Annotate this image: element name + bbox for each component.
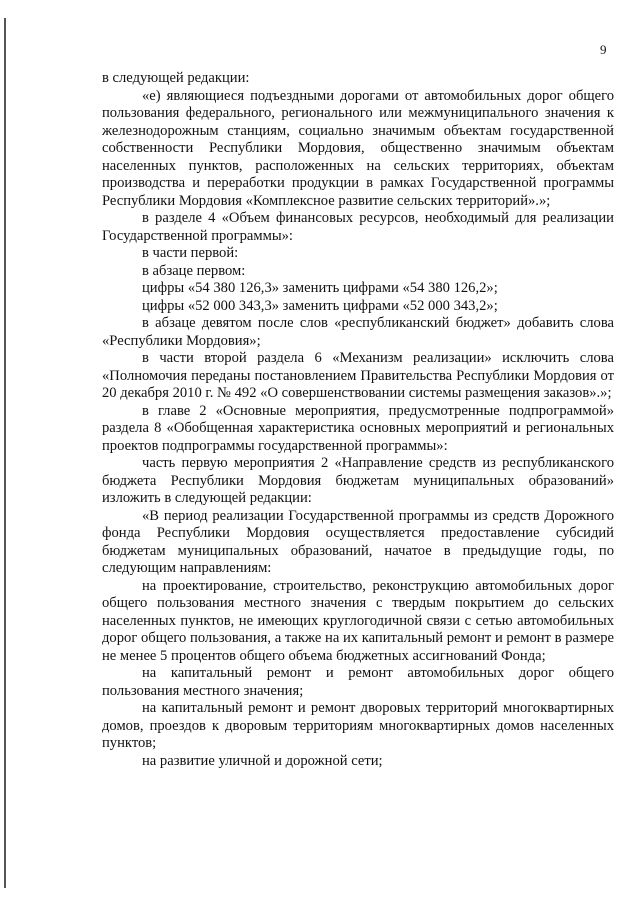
paragraph: в части первой: [142, 245, 239, 261]
document-body [102, 70, 614, 770]
paragraph: в абзаце девятом после слов «республиканский бюджет» добавить слова «Республики Мордовия»; [102, 315, 614, 349]
paragraph: в разделе 4 «Объем финансовых ресурсов, необходимый для реализации Государственной программы»: [102, 210, 614, 244]
paragraph: на развитие уличной и дорожной сети; [142, 752, 383, 769]
paragraph: на капитальный ремонт и ремонт дворовых территорий многоквартирных домов, проездов к дворовым территориям многоквартирных домов населенных пунктов; [102, 700, 614, 751]
paragraph: в следующей редакции: [102, 70, 250, 86]
paragraph: на капитальный ремонт и ремонт автомобильных дорог общего пользования местного значения; [102, 665, 614, 699]
paragraph: на проектирование, строительство, реконструкцию автомобильных дорог общего пользования местного значения с твердым покрытием до сельских населенных пунктов, не имеющих круглогодичной связи с сетью автомобильных дорог общего пользования, а также на их капитальный ремонт и ремонт в размере не менее 5 процентов общего объема бюджетных ассигнований Фонда; [102, 577, 614, 664]
paragraph: в главе 2 «Основные мероприятия, предусмотренные подпрограммой» раздела 8 «Обобщенная характеристика основных мероприятий и региональных проектов подпрограммы государственной программы»: [102, 402, 614, 454]
paragraph: в абзаце первом: [142, 262, 246, 279]
paragraph: «е) являющиеся подъездными дорогами от автомобильных дорог общего пользования федерального, регионального или межмуниципального значения к железнодорожным станциям, социально значимым объектам государственной собственности Республики Мордовия, общественно значимым объектам населенных пунктов, расположенных на сельских территориях, объектам производства и переработки продукции в рамках Государственной программы Республики Мордовия «Комплексное развитие сельских территорий».»; [102, 87, 614, 209]
page-number: 9 [600, 42, 607, 57]
paragraph: цифры «52 000 343,3» заменить цифрами «52 000 343,2»; [142, 297, 498, 314]
left-margin-line [4, 18, 6, 888]
paragraph: «В период реализации Государственной программы из средств Дорожного фонда Республики Мордовия осуществляется предоставление субсидий бюджетам муниципальных образований, начатое в предыдущие годы, по следующим направлениям: [102, 507, 614, 576]
paragraph: часть первую мероприятия 2 «Направление средств из республиканского бюджета Республики Мордовия бюджетам муниципальных образований» изложить в следующей редакции: [102, 455, 614, 506]
paragraph: цифры «54 380 126,3» заменить цифрами «54 380 126,2»; [142, 280, 498, 296]
paragraph: в части второй раздела 6 «Механизм реализации» исключить слова «Полномочия переданы постановлением Правительства Республики Мордовия от 20 декабря 2010 г. № 492 «О совершенствовании системы размещения заказов».»; [102, 350, 614, 401]
